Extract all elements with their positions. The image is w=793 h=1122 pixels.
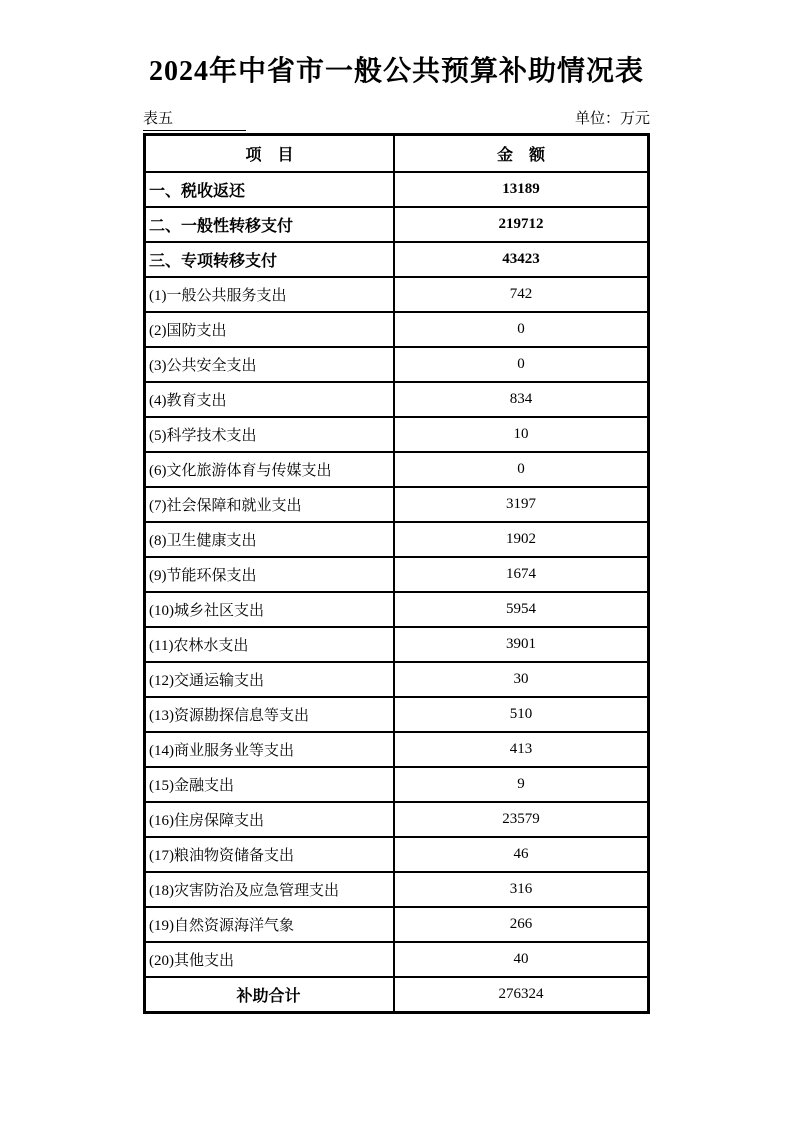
row-label: 二、一般性转移支付: [145, 207, 394, 242]
table-row: [145, 627, 648, 662]
table-row: [145, 907, 648, 942]
column-header-amount: 金 额: [394, 135, 648, 172]
table-meta-row: [143, 109, 650, 131]
row-label: (18)灾害防治及应急管理支出: [145, 872, 394, 907]
table-row-tax-rebate: [145, 172, 648, 207]
table-row: [145, 452, 648, 487]
row-label: (19)自然资源海洋气象: [145, 907, 394, 942]
row-value: 9: [394, 767, 648, 802]
row-value: 0: [394, 347, 648, 382]
row-value: 834: [394, 382, 648, 417]
row-value: 43423: [394, 242, 648, 277]
table-row: [145, 662, 648, 697]
row-value: 23579: [394, 802, 648, 837]
row-label: (10)城乡社区支出: [145, 592, 394, 627]
table-row: [145, 522, 648, 557]
table-number-label: 表五: [143, 109, 246, 131]
row-value: 40: [394, 942, 648, 977]
row-label: (7)社会保障和就业支出: [145, 487, 394, 522]
budget-subsidy-table: [143, 133, 650, 1014]
row-label: (2)国防支出: [145, 312, 394, 347]
table-row: [145, 942, 648, 977]
row-value: 1902: [394, 522, 648, 557]
unit-label: 单位：万元: [574, 111, 650, 127]
table-row: [145, 312, 648, 347]
table-row: [145, 347, 648, 382]
row-value: 3197: [394, 487, 648, 522]
column-header-item: 项 目: [145, 135, 394, 172]
row-value: 13189: [394, 172, 648, 207]
row-label: (3)公共安全支出: [145, 347, 394, 382]
row-label: (4)教育支出: [145, 382, 394, 417]
row-label: 一、税收返还: [145, 172, 394, 207]
row-value: 1674: [394, 557, 648, 592]
row-label: (14)商业服务业等支出: [145, 732, 394, 767]
row-value: 266: [394, 907, 648, 942]
row-value: 0: [394, 452, 648, 487]
row-label: (13)资源勘探信息等支出: [145, 697, 394, 732]
table-row: [145, 697, 648, 732]
row-value: 219712: [394, 207, 648, 242]
row-label: (17)粮油物资储备支出: [145, 837, 394, 872]
row-label: (1)一般公共服务支出: [145, 277, 394, 312]
row-label: (15)金融支出: [145, 767, 394, 802]
row-value: 510: [394, 697, 648, 732]
row-label: (11)农林水支出: [145, 627, 394, 662]
table-row: [145, 382, 648, 417]
table-row: [145, 837, 648, 872]
page-title: 2024年中省市一般公共预算补助情况表: [148, 56, 644, 87]
table-row-total: [145, 977, 648, 1012]
table-header-row: [145, 135, 648, 172]
row-label: (12)交通运输支出: [145, 662, 394, 697]
row-value: 46: [394, 837, 648, 872]
row-label: (8)卫生健康支出: [145, 522, 394, 557]
table-row: [145, 417, 648, 452]
table-row: [145, 767, 648, 802]
row-label: (16)住房保障支出: [145, 802, 394, 837]
row-value: 5954: [394, 592, 648, 627]
row-value: 30: [394, 662, 648, 697]
table-row-general-transfer: [145, 207, 648, 242]
row-value: 742: [394, 277, 648, 312]
table-row: [145, 872, 648, 907]
table-row: [145, 592, 648, 627]
row-value: 413: [394, 732, 648, 767]
row-label: (9)节能环保支出: [145, 557, 394, 592]
total-label: 补助合计: [145, 977, 394, 1012]
row-value: 10: [394, 417, 648, 452]
table-row: [145, 277, 648, 312]
row-label: (5)科学技术支出: [145, 417, 394, 452]
row-label: (6)文化旅游体育与传媒支出: [145, 452, 394, 487]
table-row-special-transfer: [145, 242, 648, 277]
row-value: 316: [394, 872, 648, 907]
table-row: [145, 487, 648, 522]
row-value: 3901: [394, 627, 648, 662]
table-row: [145, 557, 648, 592]
row-label: 三、专项转移支付: [145, 242, 394, 277]
table-row: [145, 802, 648, 837]
row-value: 0: [394, 312, 648, 347]
total-value: 276324: [394, 977, 648, 1012]
row-label: (20)其他支出: [145, 942, 394, 977]
table-row: [145, 732, 648, 767]
